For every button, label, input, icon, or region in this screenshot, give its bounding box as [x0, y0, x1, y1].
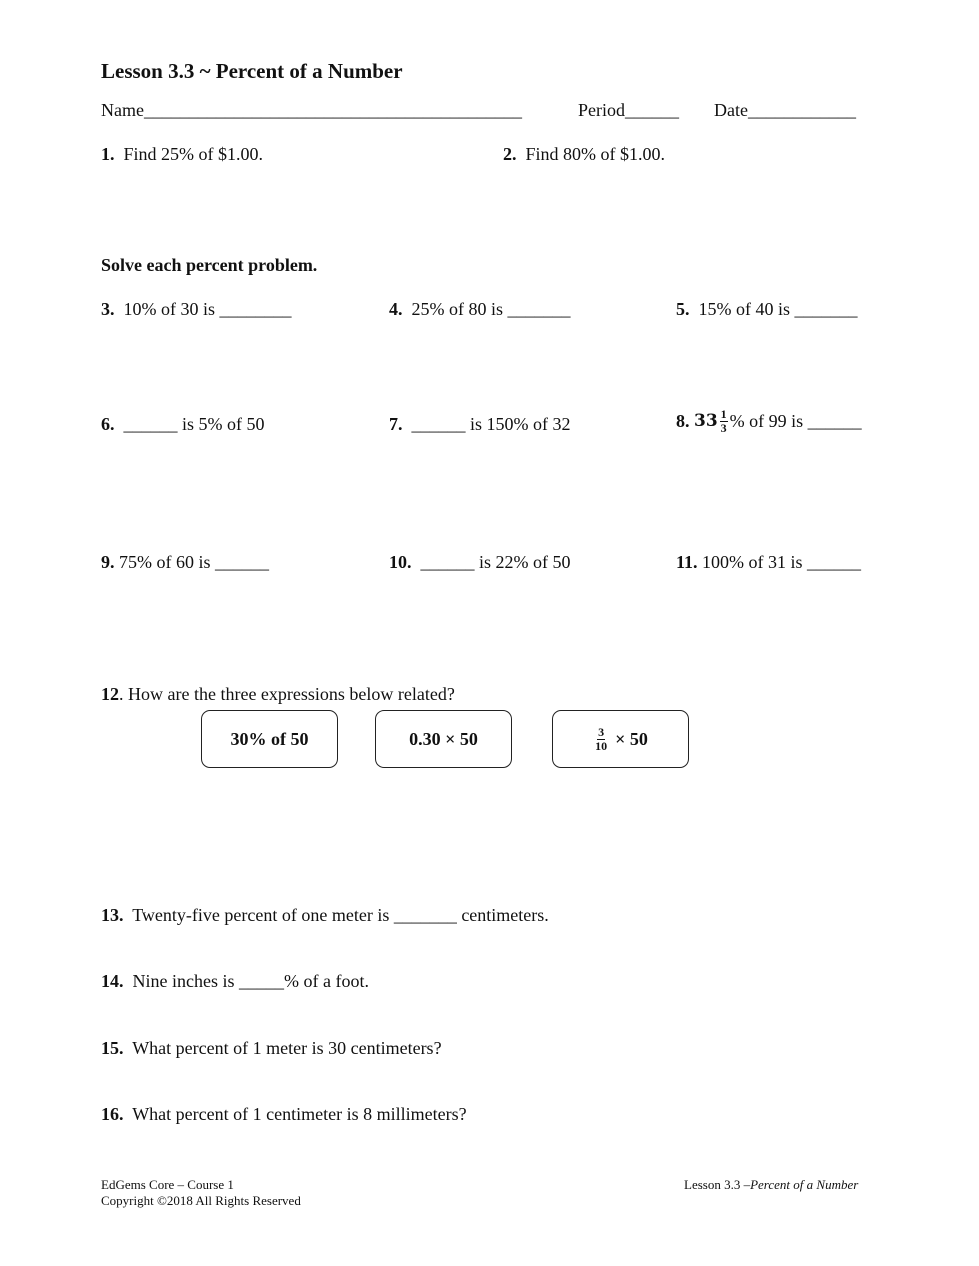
question-number: 4.: [389, 299, 403, 319]
question-text: 25% of 80 is _______: [411, 299, 571, 319]
question-number: 10.: [389, 552, 412, 572]
question-6: [101, 415, 265, 433]
fraction-denominator: 10: [595, 738, 608, 753]
question-number: 3.: [101, 299, 115, 319]
fraction-numerator: 3: [598, 724, 605, 739]
name-field[interactable]: Name__________________________________________: [101, 100, 522, 120]
footer-copyright: Copyright ©2018 All Rights Reserved: [101, 1193, 301, 1208]
question-11: [676, 553, 861, 571]
question-number: 9.: [101, 552, 115, 572]
question-text: Twenty-five percent of one meter is _______ centimeters.: [132, 905, 549, 925]
footer-lesson-prefix: Lesson 3.3 –: [684, 1177, 751, 1192]
question-9: [101, 553, 269, 571]
question-text: Find 80% of $1.00.: [525, 144, 665, 164]
expression-box-decimal: [375, 710, 512, 768]
question-1: [101, 145, 263, 163]
question-4: [389, 300, 571, 318]
fraction-denominator: 3: [720, 420, 727, 435]
question-text: 10% of 30 is ________: [123, 299, 292, 319]
footer-lesson-title: Percent of a Number: [750, 1177, 859, 1192]
section-heading: Solve each percent problem.: [101, 255, 318, 275]
page-title: Lesson 3.3 ~ Percent of a Number: [101, 59, 403, 83]
fraction-numerator: 1: [720, 407, 727, 421]
question-8: [676, 408, 862, 434]
question-number: 6.: [101, 414, 115, 434]
question-number: 15.: [101, 1038, 124, 1058]
question-text: Nine inches is _____% of a foot.: [132, 971, 369, 991]
question-number: 13.: [101, 905, 124, 925]
question-text: What percent of 1 centimeter is 8 millimeters?: [132, 1104, 467, 1124]
question-10: [389, 553, 571, 571]
question-text: ______ is 5% of 50: [123, 414, 265, 434]
period-field[interactable]: Period______: [578, 100, 679, 120]
question-number: 8.: [676, 411, 690, 432]
question-text: What percent of 1 meter is 30 centimeters?: [132, 1038, 442, 1058]
footer-lesson: [684, 1178, 858, 1191]
mixed-number-whole: 33: [694, 410, 718, 431]
question-text: 75% of 60 is ______: [119, 552, 269, 572]
expression-box-percent: [201, 710, 338, 768]
question-13: [101, 906, 549, 924]
expression-box-fraction: [552, 710, 689, 768]
question-5: [676, 300, 858, 318]
question-number: 11.: [676, 552, 698, 572]
question-text: . How are the three expressions below related?: [119, 684, 455, 704]
question-number: 14.: [101, 971, 124, 991]
date-field[interactable]: Date____________: [714, 100, 856, 120]
question-2: [503, 145, 665, 163]
question-text: Find 25% of $1.00.: [123, 144, 263, 164]
question-text: 100% of 31 is ______: [702, 552, 862, 572]
question-number: 2.: [503, 144, 517, 164]
question-number: 7.: [389, 414, 403, 434]
question-text: ______ is 22% of 50: [420, 552, 571, 572]
question-text: 15% of 40 is _______: [698, 299, 858, 319]
question-15: [101, 1039, 442, 1057]
question-number: 5.: [676, 299, 690, 319]
fraction-three-tenths: [595, 726, 607, 752]
expression-text: 30% of 50: [230, 728, 309, 749]
footer-course: EdGems Core – Course 1: [101, 1177, 234, 1192]
fraction-one-third: [720, 408, 728, 434]
expression-text: 0.30 × 50: [409, 728, 478, 749]
question-12: [101, 685, 455, 703]
question-text: ______ is 150% of 32: [411, 414, 571, 434]
question-number: 12: [101, 684, 119, 704]
question-7: [389, 415, 571, 433]
question-16: [101, 1105, 467, 1123]
question-number: 16.: [101, 1104, 124, 1124]
expression-text: × 50: [615, 728, 648, 749]
question-14: [101, 972, 369, 990]
question-text: % of 99 is ______: [729, 411, 862, 432]
question-3: [101, 300, 292, 318]
question-number: 1.: [101, 144, 115, 164]
